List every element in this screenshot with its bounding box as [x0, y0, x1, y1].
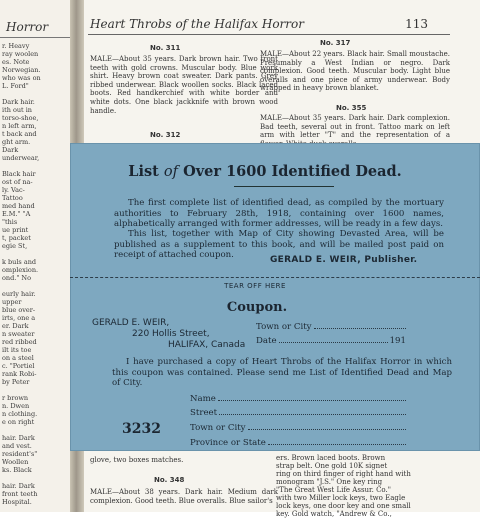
left-page-line: ith out in — [2, 106, 32, 114]
address-line-city: HALIFAX, Canada — [168, 340, 246, 350]
date-label: Date — [256, 336, 277, 346]
left-page-line: t back and — [2, 130, 37, 138]
announcement-paragraph: The first complete list of identified dead, as compiled by the mortuary authorities to February 28th, 1918, containing over 1600 names, alphabetically arranged with former addresses, will be ready in a few days. — [114, 198, 444, 230]
coupon-serial-number: 3232 — [122, 421, 161, 437]
left-page-line: and vest. — [2, 442, 32, 450]
left-page-line: es. Note — [2, 58, 30, 66]
left-page-line: hair. Dark — [2, 434, 35, 442]
fragment-line: lock keys, one door key and one small — [276, 502, 411, 510]
left-page-line: torso-shoe, — [2, 114, 39, 122]
street-field[interactable] — [190, 407, 406, 418]
fragment-line: strap belt. One gold 10K signet — [276, 462, 388, 470]
title-word-list: List — [128, 163, 159, 180]
date-blank[interactable] — [279, 335, 388, 343]
fragment-line: key. Gold watch, "Andrew & Co., — [276, 510, 392, 518]
left-page-line: resident's" — [2, 450, 38, 458]
left-page-line: L. Ford" — [2, 82, 29, 90]
town-field[interactable] — [190, 422, 406, 433]
fragment-line: with two Miller lock keys, two Eagle — [276, 494, 406, 502]
left-page-line: "this — [2, 218, 18, 226]
left-page-line: underwear, — [2, 154, 40, 162]
title-underline — [234, 186, 334, 187]
entry-text-311: MALE—About 35 years. Dark brown hair. Two front teeth with gold crowns. Muscular body. Blue work shirt. Heavy brown coat sweater. Dark pants. Grey ribbed underwear. Black woollen socks. Black laced boots. Red handkerchief with white border and white dots. One black jackknife with brown wood handle. — [90, 55, 278, 115]
left-page-line: t, packet — [2, 234, 31, 242]
left-page-line: ost of na- — [2, 178, 33, 186]
address-line-name: GERALD E. WEIR, — [92, 318, 170, 328]
entry-number-348: No. 348 — [154, 476, 185, 484]
date-year-prefix: 191 — [389, 336, 406, 346]
date-field[interactable] — [256, 335, 406, 346]
fragment-line: monogram "J.S." One key ring — [276, 478, 383, 486]
left-page-line: by Peter — [2, 378, 30, 386]
title-word-of: of — [163, 164, 179, 180]
left-page-line: ght arm. — [2, 138, 31, 146]
left-page-line: r brown — [2, 394, 29, 402]
left-page-line: on a steel — [2, 354, 34, 362]
left-page-line: ly. Vac- — [2, 186, 25, 194]
left-page-line: ray woolen — [2, 50, 39, 58]
fragment-line: "The Great West Life Assur. Co." — [276, 486, 391, 494]
left-page-line: Hospital. — [2, 498, 32, 506]
left-page-line: hair. Dark — [2, 482, 35, 490]
order-statement: I have purchased a copy of Heart Throbs of the Halifax Horror in which this coupon was contained. Please send me List of Identified Dead and Map of City. — [112, 357, 452, 389]
fragment-line: ers. Brown laced boots. Brown — [276, 454, 386, 462]
name-field[interactable] — [190, 393, 406, 404]
left-page-line: e on right — [2, 418, 35, 426]
publisher-signature: GERALD E. WEIR, Publisher. — [270, 255, 418, 265]
tear-off-label: TEAR OFF HERE — [224, 282, 286, 290]
town-or-city-blank[interactable] — [314, 321, 406, 329]
name-label: Name — [190, 394, 216, 404]
left-page-line: c. "Portiel — [2, 362, 35, 370]
left-page-line: E.M." "A — [2, 210, 31, 218]
province-blank[interactable] — [268, 437, 406, 445]
left-page-line: n sweater — [2, 330, 35, 338]
left-page-line: blue over- — [2, 306, 36, 314]
title-rest: Over 1600 Identified Dead. — [183, 163, 402, 180]
street-label: Street — [190, 408, 218, 418]
left-page-line: Norwegian. — [2, 66, 41, 74]
entry-number-312: No. 312 — [150, 131, 181, 139]
coupon-heading: Coupon. — [226, 300, 288, 315]
fragment-line: ring on third finger of right hand with — [276, 470, 411, 478]
left-page-running-head: Horror — [6, 20, 49, 34]
town-or-city-label: Town or City — [256, 322, 312, 332]
province-label: Province or State — [190, 438, 266, 448]
left-page-line: Woollen — [2, 458, 29, 466]
coupon-insert-title — [70, 163, 460, 180]
entry-fragment-left: glove, two boxes matches. — [90, 456, 184, 464]
left-page-line: n left arm, — [2, 122, 37, 130]
left-page-line: Black hair — [2, 170, 36, 178]
left-page-line: red ribbed — [2, 338, 37, 346]
entry-number-355: No. 355 — [336, 104, 367, 112]
entry-text-317: MALE—About 22 years. Black hair. Small moustache. Presumably a West Indian or negro. Dark complexion. Good teeth. Muscular body. Light blue overalls and one piece of army underwear. Body wrapped in heavy brown blanket. — [260, 50, 451, 93]
left-page-line: r. Heavy — [2, 42, 30, 50]
left-page-line: rank Robi- — [2, 370, 37, 378]
province-field[interactable] — [190, 437, 406, 448]
head-rule — [88, 34, 450, 35]
left-page-line: Tattoo — [2, 194, 23, 202]
left-page — [0, 0, 70, 512]
town-label: Town or City — [190, 423, 246, 433]
supplement-paragraph: This list, together with Map of City showing Devasted Area, will be published as a supplement to this book, and will be mailed post paid on receipt of attached coupon. — [114, 229, 444, 261]
name-blank[interactable] — [218, 393, 406, 401]
left-page-line: ks. Black — [2, 466, 32, 474]
entry-number-317: No. 317 — [320, 39, 351, 47]
left-page-line: who was on — [2, 74, 41, 82]
left-page-line: n. Dwen — [2, 402, 30, 410]
left-page-line: egie St, — [2, 242, 28, 250]
coupon-insert — [70, 143, 480, 451]
entry-text-355: MALE—About 35 years. Dark hair. Dark complexion. Bad teeth, several out in front. Tattoo mark on left arm with letter "T" and the representation of a — [260, 114, 450, 140]
left-page-line: irts, one a — [2, 314, 36, 322]
left-page-line: Dark hair. — [2, 98, 35, 106]
left-page-line: eurly hair. — [2, 290, 36, 298]
left-page-line: Dark — [2, 146, 19, 154]
left-page-line: upper — [2, 298, 22, 306]
left-page-line: er. Dark — [2, 322, 29, 330]
left-page-line: omplexion. — [2, 266, 39, 274]
left-page-line: front teeth — [2, 490, 38, 498]
town-blank[interactable] — [248, 422, 406, 430]
address-line-street: 220 Hollis Street, — [132, 329, 210, 339]
left-page-line: ue print — [2, 226, 29, 234]
left-page-line: k buls and — [2, 258, 37, 266]
entry-text-348: MALE—About 38 years. Dark hair. Medium dark complexion. Good teeth. Blue overalls. Blue sailor's — [90, 488, 278, 505]
street-blank[interactable] — [219, 407, 406, 415]
left-page-line: n clothing. — [2, 410, 38, 418]
entry-number-311: No. 311 — [150, 44, 181, 52]
tear-off-line — [70, 277, 480, 278]
town-or-city-field[interactable] — [256, 321, 406, 332]
page-number: 113 — [405, 17, 428, 31]
left-page-head-rule — [0, 37, 70, 38]
left-page-line: med hand — [2, 202, 35, 210]
left-page-line: ond." No — [2, 274, 31, 282]
running-head: Heart Throbs of the Halifax Horror — [90, 17, 304, 31]
left-page-line: ilt its toe — [2, 346, 32, 354]
